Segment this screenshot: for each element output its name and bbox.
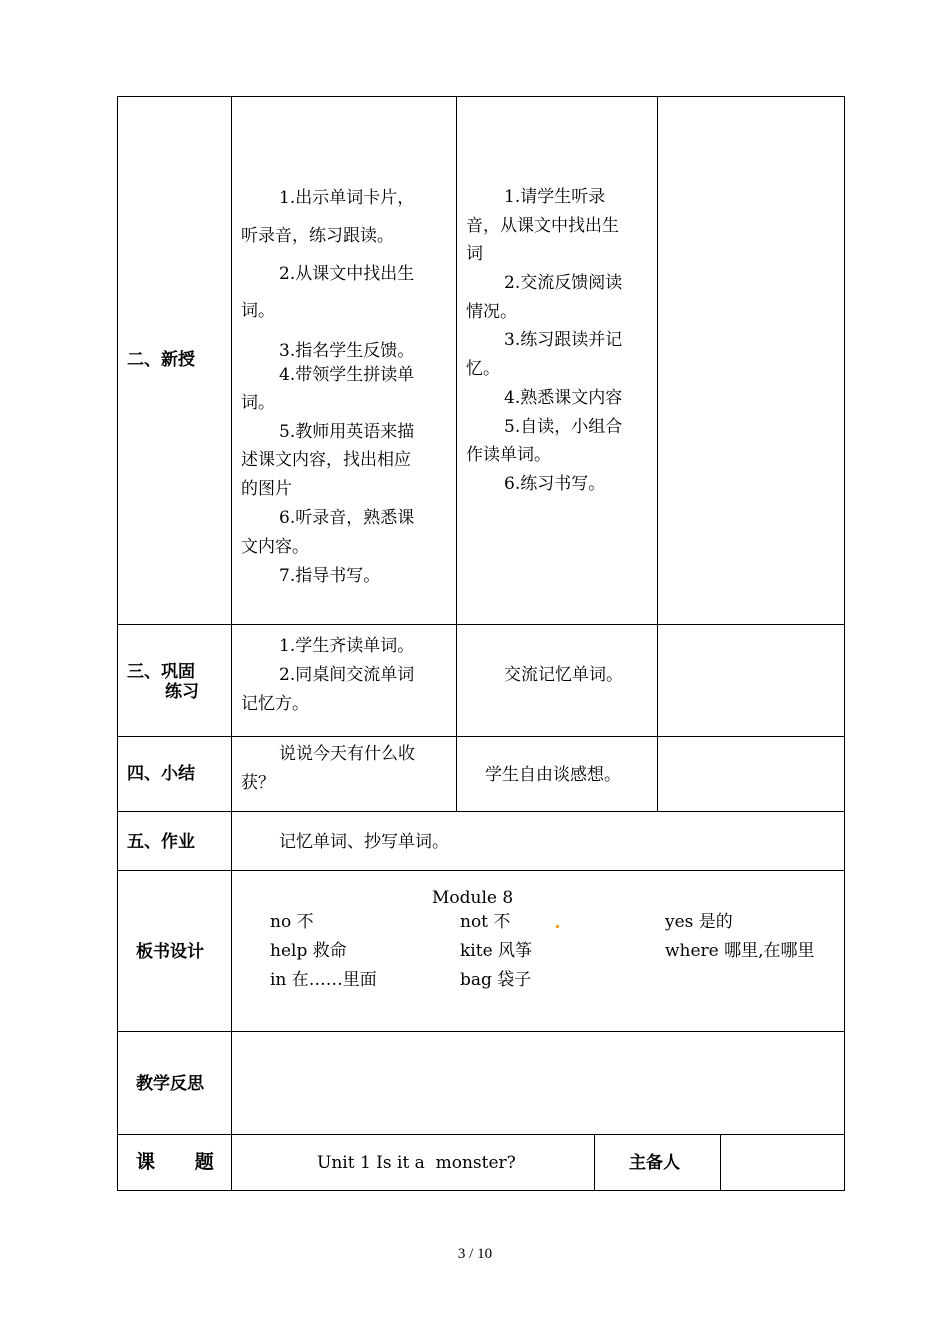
text-line: 词 — [466, 244, 483, 264]
stray-mark — [556, 925, 559, 928]
row-label-zuoye: 五、作业 — [127, 832, 195, 852]
board-word: in 在……里面 — [270, 970, 377, 990]
text-line: 音，从课文中找出生 — [466, 216, 619, 236]
text-line: 3.指名学生反馈。 — [279, 341, 415, 361]
text-line: 4.带领学生拼读单 — [279, 365, 415, 385]
board-word: no 不 — [270, 912, 314, 932]
text-line: 说说今天有什么收 — [279, 744, 415, 764]
text-line: 获？ — [241, 773, 275, 793]
page-number: 3 / 10 — [457, 1246, 493, 1262]
column-divider — [456, 96, 457, 811]
text-line: 词。 — [241, 393, 275, 413]
text-line: 1.出示单词卡片， — [279, 188, 415, 208]
board-title: Module 8 — [432, 888, 514, 908]
table-border — [117, 96, 118, 1191]
column-divider — [657, 96, 658, 811]
text-line: 6.听录音，熟悉课 — [279, 508, 415, 528]
text-line: 3.练习跟读并记 — [504, 330, 623, 350]
table-border — [117, 96, 845, 97]
text-line: 1.学生齐读单词。 — [279, 636, 415, 656]
board-word: yes 是的 — [665, 912, 733, 932]
row-label-gonggu: 三、巩固 — [127, 662, 195, 682]
text-line: 记忆方。 — [241, 694, 309, 714]
row-label-xinshou: 二、新授 — [127, 350, 195, 370]
column-divider — [720, 1134, 721, 1191]
student-activity-gonggu: 交流记忆单词。 — [504, 665, 623, 685]
text-line: 6.练习书写。 — [504, 474, 606, 494]
text-line: 2.交流反馈阅读 — [504, 273, 623, 293]
text-line: 文内容。 — [241, 537, 309, 557]
row-label-xiaojie: 四、小结 — [127, 764, 195, 784]
row-divider — [117, 1134, 845, 1135]
lesson-title: Unit 1 Is it a monster? — [317, 1153, 516, 1173]
table-border — [844, 96, 845, 1191]
board-word: kite 风筝 — [460, 941, 533, 961]
text-line: 忆。 — [466, 359, 500, 379]
text-line: 情况。 — [466, 302, 517, 322]
row-divider — [117, 1031, 845, 1032]
text-line: 2.同桌间交流单词 — [279, 665, 415, 685]
board-word: where 哪里,在哪里 — [665, 941, 815, 961]
board-word: bag 袋子 — [460, 970, 532, 990]
table-border — [117, 1190, 845, 1191]
column-divider — [594, 1134, 595, 1191]
row-label-fansi: 教学反思 — [136, 1074, 204, 1094]
row-divider — [117, 736, 845, 737]
row-label-banshu: 板书设计 — [136, 942, 204, 962]
row-divider — [117, 870, 845, 871]
text-line: 7.指导书写。 — [279, 566, 381, 586]
text-line: 5.自读，小组合 — [504, 417, 623, 437]
student-activity-xiaojie: 学生自由谈感想。 — [485, 765, 621, 785]
column-divider — [231, 96, 232, 1191]
row-label-gonggu-2: 练习 — [165, 682, 199, 702]
row-label-keti: 课 题 — [136, 1151, 214, 1173]
text-line: 听录音，练习跟读。 — [241, 226, 394, 246]
board-word: not 不 — [460, 912, 511, 932]
text-line: 4.熟悉课文内容 — [504, 388, 623, 408]
text-line: 1.请学生听录 — [504, 187, 606, 207]
board-word: help 救命 — [270, 941, 347, 961]
row-divider — [117, 811, 845, 812]
homework-content: 记忆单词、抄写单词。 — [279, 832, 449, 852]
text-line: 2.从课文中找出生 — [279, 264, 415, 284]
text-line: 述课文内容，找出相应 — [241, 450, 411, 470]
text-line: 作读单词。 — [466, 445, 551, 465]
text-line: 词。 — [241, 301, 275, 321]
text-line: 5.教师用英语来描 — [279, 422, 415, 442]
row-divider — [117, 624, 845, 625]
text-line: 的图片 — [241, 479, 292, 499]
preparer-label: 主备人 — [629, 1153, 680, 1173]
